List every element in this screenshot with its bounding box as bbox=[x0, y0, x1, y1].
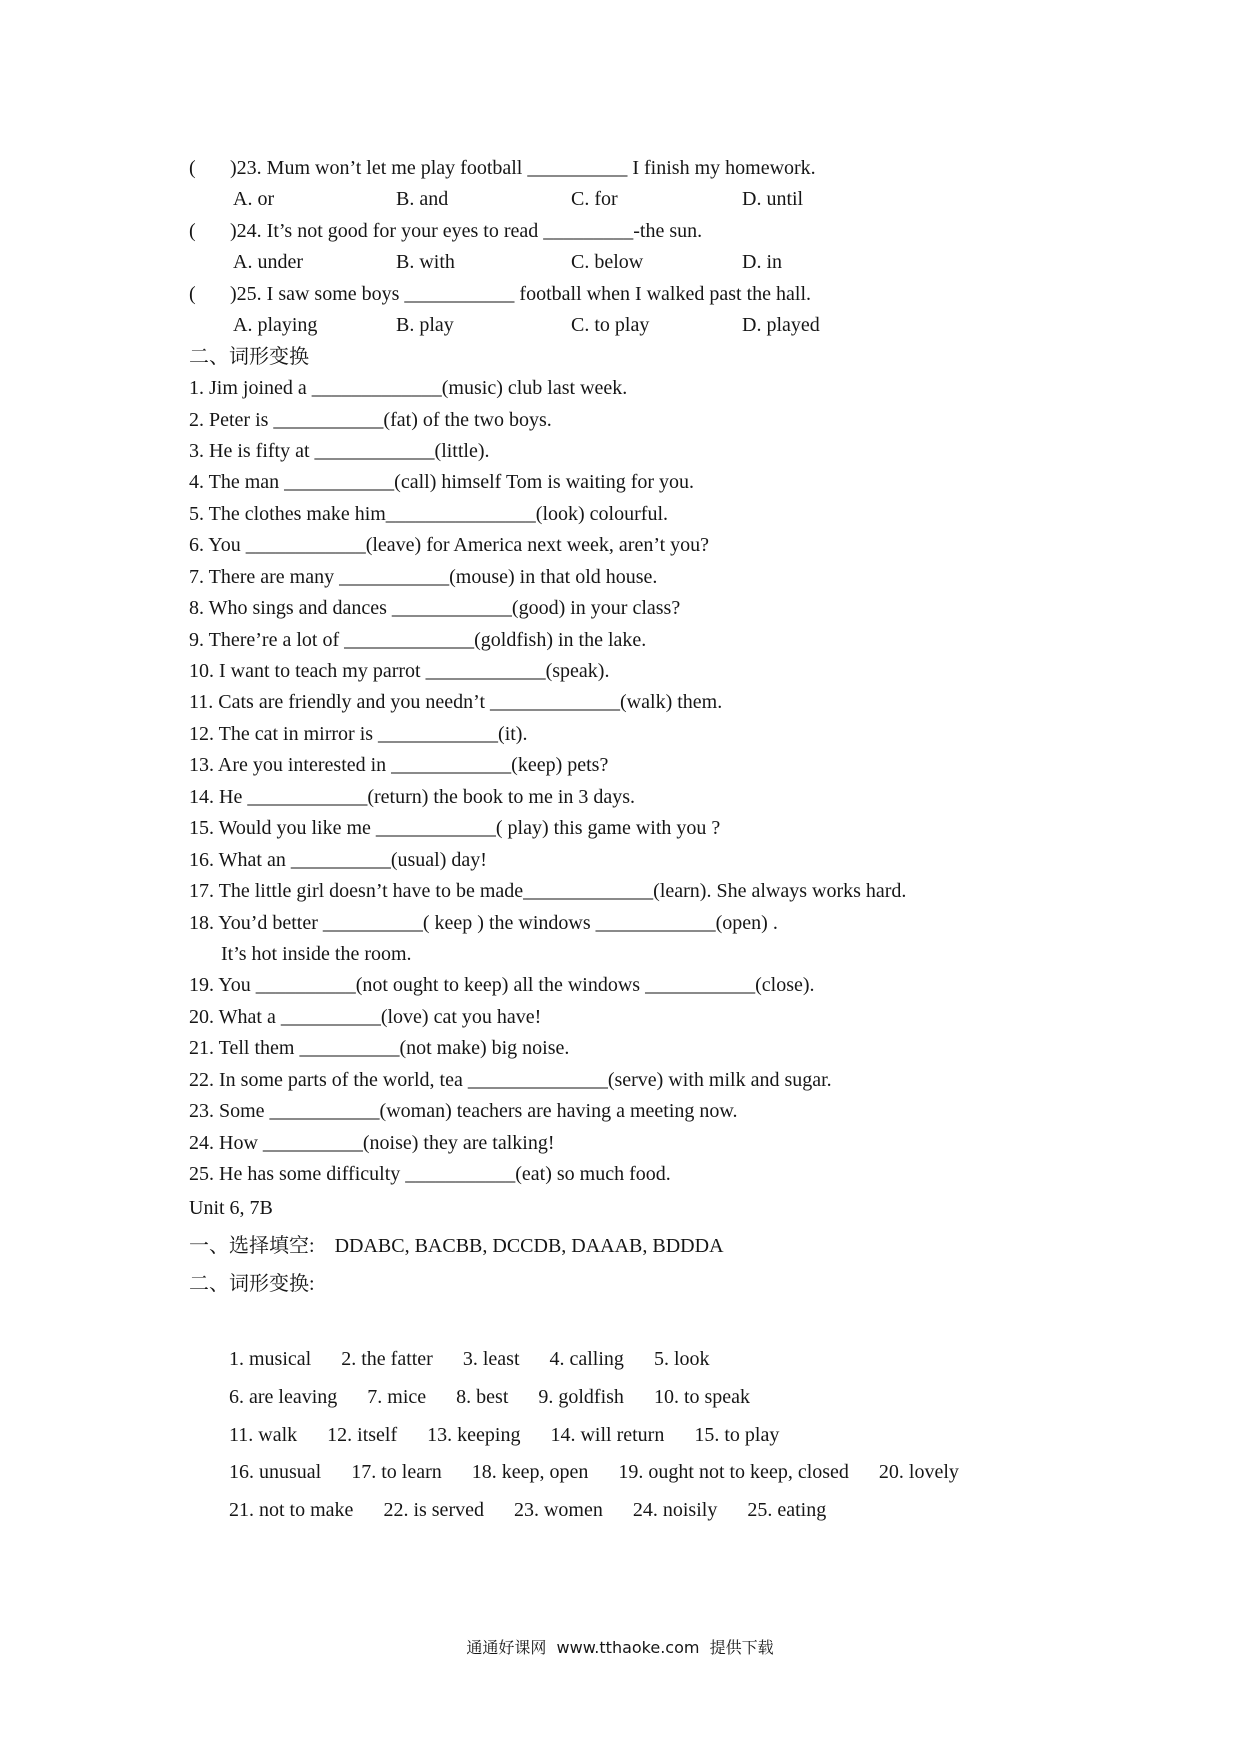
word-form-item-continuation: It’s hot inside the room. bbox=[221, 942, 412, 965]
question-line bbox=[189, 216, 1209, 247]
answer-row bbox=[189, 1304, 1209, 1371]
word-form-item: 23. Some ___________(woman) teachers are having a meeting now. bbox=[189, 1100, 738, 1123]
word-form-item: 20. What a __________(love) cat you have! bbox=[189, 1005, 542, 1028]
answer-item: 19. ought not to keep, closed bbox=[618, 1461, 849, 1484]
word-form-item: 4. The man ___________(call) himself Tom is waiting for you. bbox=[189, 471, 695, 494]
answer-item: 25. eating bbox=[747, 1498, 827, 1521]
word-form-item: 8. Who sings and dances ____________(good) in your class? bbox=[189, 597, 681, 620]
option-c: C. to play bbox=[571, 314, 650, 337]
word-form-item: 9. There’re a lot of _____________(goldfish) in the lake. bbox=[189, 628, 647, 651]
word-form-item: 21. Tell them __________(not make) big noise. bbox=[189, 1037, 570, 1060]
word-form-item: 2. Peter is ___________(fat) of the two boys. bbox=[189, 408, 552, 431]
word-form-item: 3. He is fifty at ____________(little). bbox=[189, 439, 490, 462]
answer-item: 10. to speak bbox=[653, 1385, 751, 1408]
option-b: B. and bbox=[396, 188, 449, 211]
word-form-item: 13. Are you interested in ____________(keep) pets? bbox=[189, 754, 609, 777]
answer-item: 3. least bbox=[462, 1348, 520, 1371]
options-row bbox=[189, 247, 1209, 278]
answer-item: 17. to learn bbox=[351, 1461, 442, 1484]
answer-paren: ( bbox=[189, 219, 196, 242]
answer-item: 23. women bbox=[513, 1498, 603, 1521]
answer-item: 13. keeping bbox=[427, 1423, 521, 1446]
choice-answers: DDABC, BACBB, DCCDB, DAAAB, BDDDA bbox=[334, 1235, 724, 1258]
worksheet-content bbox=[189, 153, 1209, 1521]
word-form-item: 15. Would you like me ____________( play) this game with you ? bbox=[189, 817, 721, 840]
answer-item: 7. mice bbox=[367, 1385, 427, 1408]
option-b: B. with bbox=[396, 251, 455, 274]
option-d: D. played bbox=[742, 314, 820, 337]
option-d: D. in bbox=[742, 251, 782, 274]
answer-item: 15. to play bbox=[694, 1423, 780, 1446]
word-form-item: 10. I want to teach my parrot ____________(speak). bbox=[189, 660, 610, 682]
choice-answers-line bbox=[189, 1228, 1209, 1266]
page-footer: 通通好课网 www.tthaoke.com 提供下载 bbox=[466, 1638, 774, 1657]
answer-item: 21. not to make bbox=[229, 1498, 354, 1521]
option-a: A. under bbox=[233, 251, 303, 274]
option-c: C. below bbox=[571, 251, 644, 274]
exercise-block bbox=[189, 153, 1209, 1190]
word-form-item: 6. You ____________(leave) for America next week, aren’t you? bbox=[189, 534, 710, 557]
choice-answers-label: 一、选择填空: bbox=[189, 1235, 315, 1258]
forms-answers-label: 二、词形变换: bbox=[189, 1272, 315, 1295]
answer-paren: ( bbox=[189, 282, 196, 305]
word-form-item: 17. The little girl doesn’t have to be made_____________(learn). She always works hard. bbox=[189, 880, 907, 903]
answer-item: 22. is served bbox=[383, 1498, 484, 1521]
word-form-item: 25. He has some difficulty ___________(eat) so much food. bbox=[189, 1163, 671, 1185]
question-line bbox=[189, 153, 1209, 184]
answer-paren: ( bbox=[189, 157, 196, 179]
option-d: D. until bbox=[742, 188, 804, 211]
word-form-item: 19. You __________(not ought to keep) all the windows ___________(close). bbox=[189, 974, 815, 997]
answer-item: 8. best bbox=[456, 1385, 509, 1408]
option-c: C. for bbox=[571, 188, 618, 211]
word-form-item: 7. There are many ___________(mouse) in that old house. bbox=[189, 565, 658, 588]
answer-item: 6. are leaving bbox=[229, 1385, 338, 1408]
question-text: )24. It’s not good for your eyes to read _________-the sun. bbox=[230, 219, 703, 242]
word-form-item: 18. You’d better __________( keep ) the windows ____________(open) . bbox=[189, 911, 778, 934]
question-text: )23. Mum won’t let me play football __________ I finish my homework. bbox=[230, 157, 816, 179]
word-form-item: 14. He ____________(return) the book to me in 3 days. bbox=[189, 785, 636, 808]
answer-item: 12. itself bbox=[327, 1423, 398, 1446]
option-a: A. playing bbox=[233, 314, 318, 337]
options-row bbox=[189, 310, 1209, 341]
answer-item: 5. look bbox=[653, 1348, 710, 1371]
answer-item: 1. musical bbox=[229, 1348, 312, 1371]
answer-unit-title: Unit 6, 7B bbox=[189, 1197, 273, 1220]
answer-item: 20. lovely bbox=[878, 1461, 959, 1484]
answer-item: 24. noisily bbox=[632, 1498, 718, 1521]
answer-item: 11. walk bbox=[229, 1423, 298, 1446]
word-form-item: 12. The cat in mirror is ____________(it). bbox=[189, 722, 528, 745]
answer-item: 9. goldfish bbox=[538, 1385, 624, 1408]
word-form-item: 16. What an __________(usual) day! bbox=[189, 848, 487, 871]
word-form-item: 24. How __________(noise) they are talking! bbox=[189, 1131, 555, 1154]
section-heading: 二、词形变换 bbox=[189, 345, 309, 368]
question-text: )25. I saw some boys ___________ football when I walked past the hall. bbox=[230, 282, 812, 305]
option-a: A. or bbox=[233, 188, 275, 211]
answer-key bbox=[189, 1190, 1209, 1521]
answer-item: 2. the fatter bbox=[341, 1348, 433, 1371]
word-form-item: 1. Jim joined a _____________(music) club last week. bbox=[189, 377, 628, 400]
options-row bbox=[189, 184, 1209, 215]
answer-item: 14. will return bbox=[550, 1423, 665, 1446]
option-b: B. play bbox=[396, 314, 454, 337]
question-line bbox=[189, 279, 1209, 310]
answer-item: 4. calling bbox=[549, 1348, 624, 1371]
word-form-item: 11. Cats are friendly and you needn’t _____________(walk) them. bbox=[189, 691, 723, 714]
word-form-item: 22. In some parts of the world, tea ______________(serve) with milk and sugar. bbox=[189, 1068, 832, 1091]
answer-item: 16. unusual bbox=[229, 1461, 322, 1484]
answer-item: 18. keep, open bbox=[471, 1461, 589, 1484]
word-form-item: 5. The clothes make him_______________(look) colourful. bbox=[189, 502, 668, 525]
